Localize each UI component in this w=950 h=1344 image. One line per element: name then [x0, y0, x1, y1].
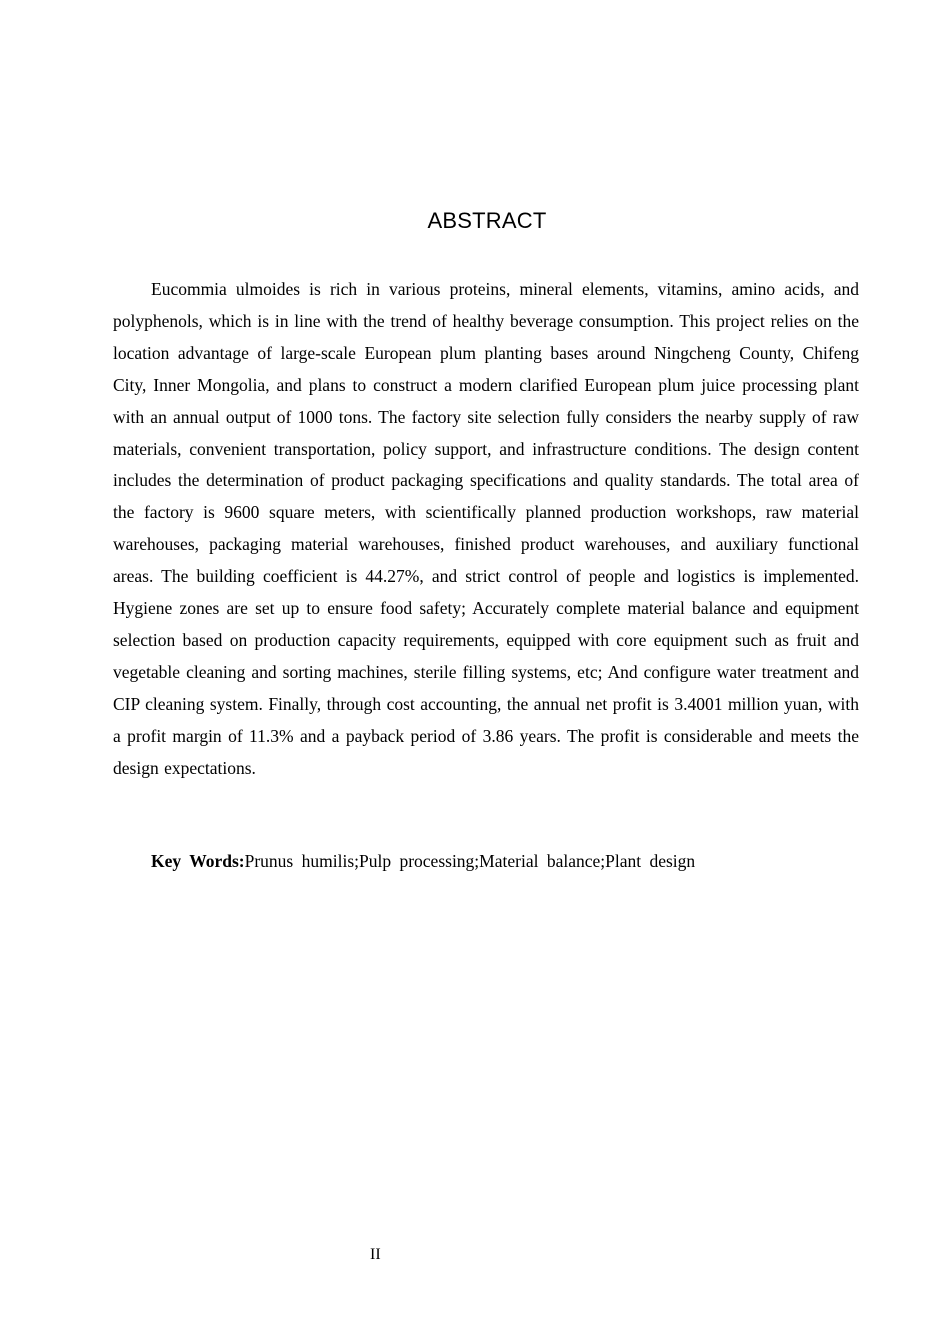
page-number: II [370, 1246, 381, 1263]
keywords-label: Key Words: [151, 851, 245, 871]
keywords-values: Prunus humilis;Pulp processing;Material balance;Plant design [244, 851, 696, 871]
abstract-body: Eucommia ulmoides is rich in various proteins, mineral elements, vitamins, amino acids, and polyphenols, which is in line with the trend of healthy beverage consumption. This project relies on the location advantage of large-scale European plum planting bases around Ningcheng County, Chifeng City, Inner Mongolia, and plans to construct a modern clarified European plum juice processing plant with an annual output of 1000 tons. The factory site selection fully considers the nearby supply of raw materials, convenient transportation, policy support, and infrastructure conditions. The design content includes the determination of product packaging specifications and quality standards. The total area of the factory is 9600 square meters, with scientifically planned production workshops, raw material warehouses, packaging material warehouses, finished product warehouses, and auxiliary functional areas. The building coefficient is 44.27%, and strict control of people and logistics is implemented. Hygiene zones are set up to ensure food safety; Accurately complete material balance and equipment selection based on production capacity requirements, equipped with core equipment such as fruit and vegetable cleaning and sorting machines, sterile filling systems, etc; And configure water treatment and CIP cleaning system. Finally, through cost accounting, the annual net profit is 3.4001 million yuan, with a profit margin of 11.3% and a payback period of 3.86 years. The profit is considerable and meets the design expectations. [113, 279, 859, 778]
abstract-title: ABSTRACT [427, 208, 547, 233]
keywords-line [151, 846, 695, 878]
